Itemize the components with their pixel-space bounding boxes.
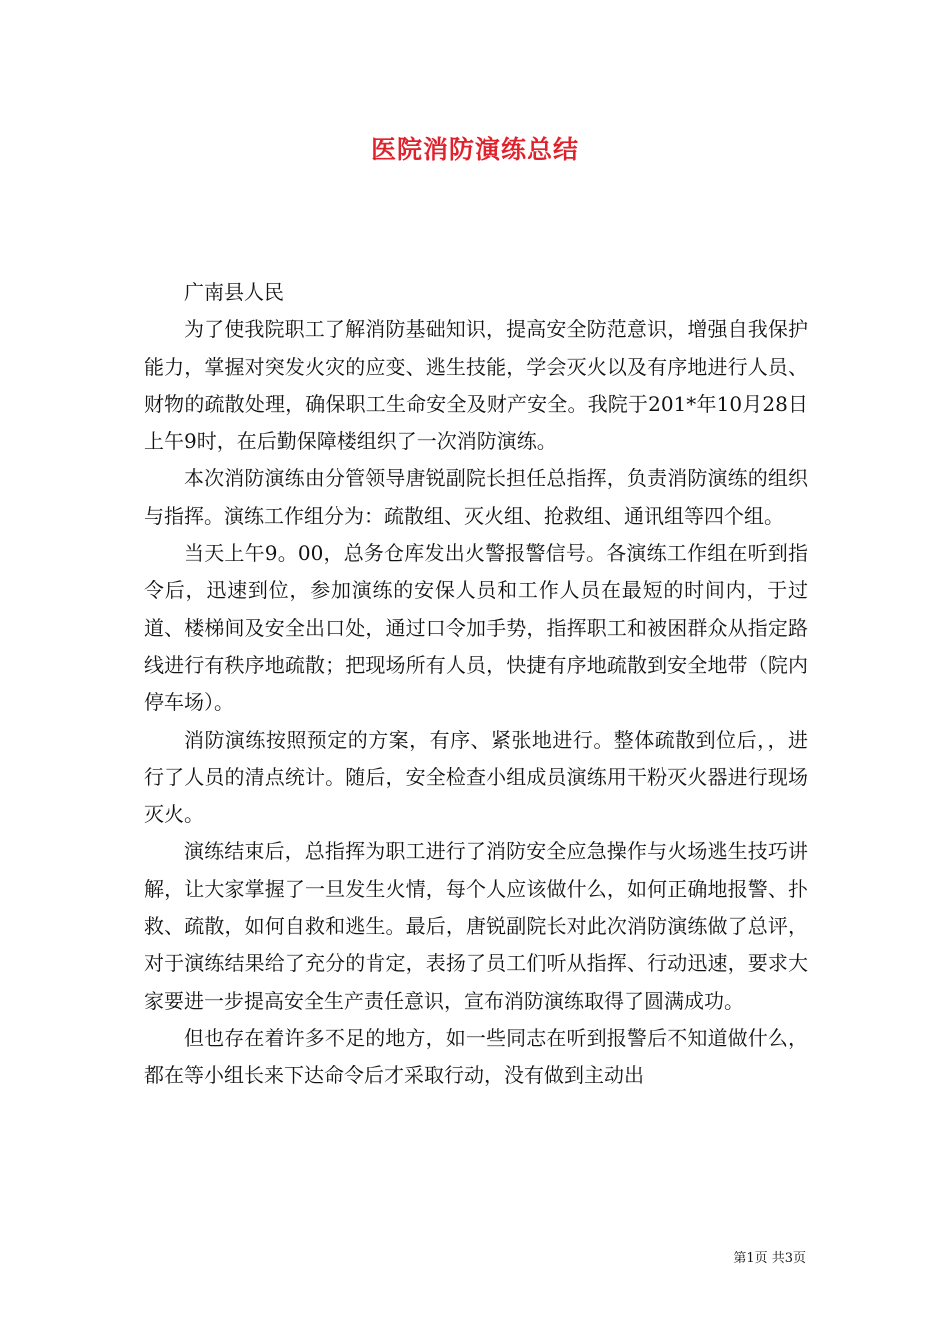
paragraph-summary: 演练结束后，总指挥为职工进行了消防安全应急操作与火场逃生技巧讲解，让大家掌握了一旦发生火情，每个人应该做什么，如何正确地报警、扑救、疏散，如何自救和逃生。最后，唐锐副院长对此次消防演练做了总评，对于演练结果给了充分的肯定，表扬了员工们听从指挥、行动迅速，要求大家要进一步提高安全生产责任意识，宣布消防演练取得了圆满成功。	[144, 839, 808, 1013]
paragraph-shortcomings: 但也存在着许多不足的地方，如一些同志在听到报警后不知道做什么，都在等小组长来下达命令后才采取行动，没有做到主动出	[144, 1025, 808, 1088]
paragraph-alarm: 当天上午9。00，总务仓库发出火警报警信号。各演练工作组在听到指令后，迅速到位，参加演练的安保人员和工作人员在最短的时间内，于过道、楼梯间及安全出口处，通过口令加手势，指挥职工和被困群众从指定路线进行有秩序地疏散；把现场所有人员，快捷有序地疏散到安全地带（院内停车场）。	[144, 541, 808, 715]
paragraph-process: 消防演练按照预定的方案，有序、紧张地进行。整体疏散到位后，，进行了人员的清点统计。随后，安全检查小组成员演练用干粉灭火器进行现场灭火。	[144, 727, 808, 827]
document-body	[144, 274, 808, 1095]
document-title: 医院消防演练总结	[370, 135, 579, 164]
page-number: 第1页 共3页	[733, 1251, 806, 1266]
paragraph-purpose: 为了使我院职工了解消防基础知识，提高安全防范意识，增强自我保护能力，掌握对突发火灾的应变、逃生技能，学会灭火以及有序地进行人员、财物的疏散处理，确保职工生命安全及财产安全。我院于201*年10月28日上午9时，在后勤保障楼组织了一次消防演练。	[144, 317, 808, 454]
paragraph-command: 本次消防演练由分管领导唐锐副院长担任总指挥，负责消防演练的组织与指挥。演练工作组分为：疏散组、灭火组、抢救组、通讯组等四个组。	[144, 466, 808, 528]
paragraph-organization: 广南县人民	[184, 280, 284, 304]
